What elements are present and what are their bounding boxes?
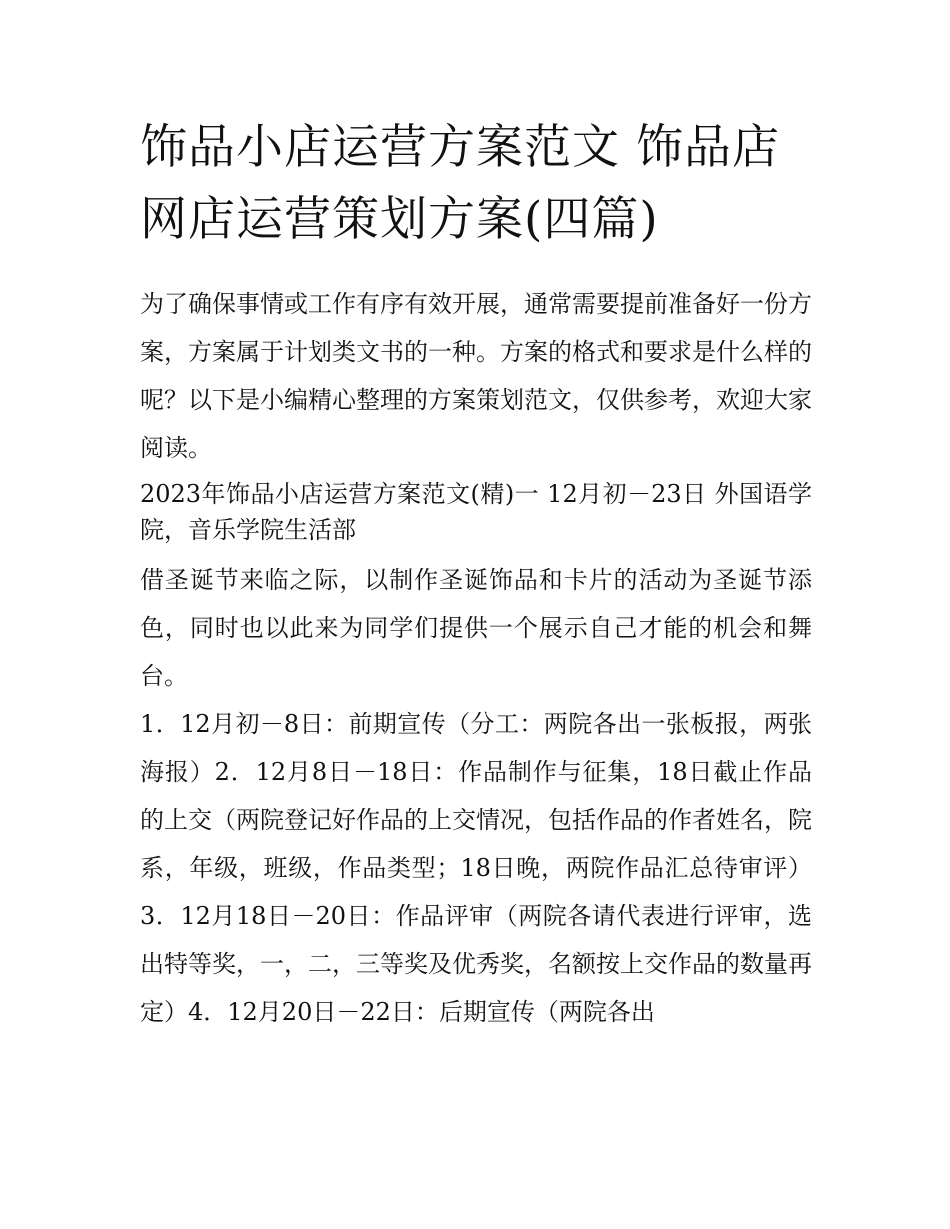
schedule-paragraph: 1．12月初－8日：前期宣传（分工：两院各出一张板报，两张海报）2．12月8日－18日：作品制作与征集，18日截止作品的上交（两院登记好作品的上交情况，包括作品的作者姓名，院系，年级，班级，作品类型；18日晚，两院作品汇总待审评）3．12月18日－20日：作品评审（两院各请代表进行评审，选出特等奖，一，二，三等奖及优秀奖，名额按上交作品的数量再定）4．12月20日－22日：后期宣传（两院各出 [140, 710, 812, 1026]
event-heading-paragraph: 2023年饰品小店运营方案范文(精)一 12月初－23日 外国语学院，音乐学院生活部 [140, 480, 812, 544]
document-page [140, 112, 812, 1036]
purpose-paragraph: 借圣诞节来临之际，以制作圣诞饰品和卡片的活动为圣诞节添色，同时也以此来为同学们提供一个展示自己才能的机会和舞台。 [140, 566, 812, 690]
document-title: 饰品小店运营方案范文 饰品店网店运营策划方案(四篇) [140, 120, 780, 247]
intro-paragraph: 为了确保事情或工作有序有效开展，通常需要提前准备好一份方案，方案属于计划类文书的一种。方案的格式和要求是什么样的呢？以下是小编精心整理的方案策划范文，仅供参考，欢迎大家阅读。 [140, 290, 812, 462]
